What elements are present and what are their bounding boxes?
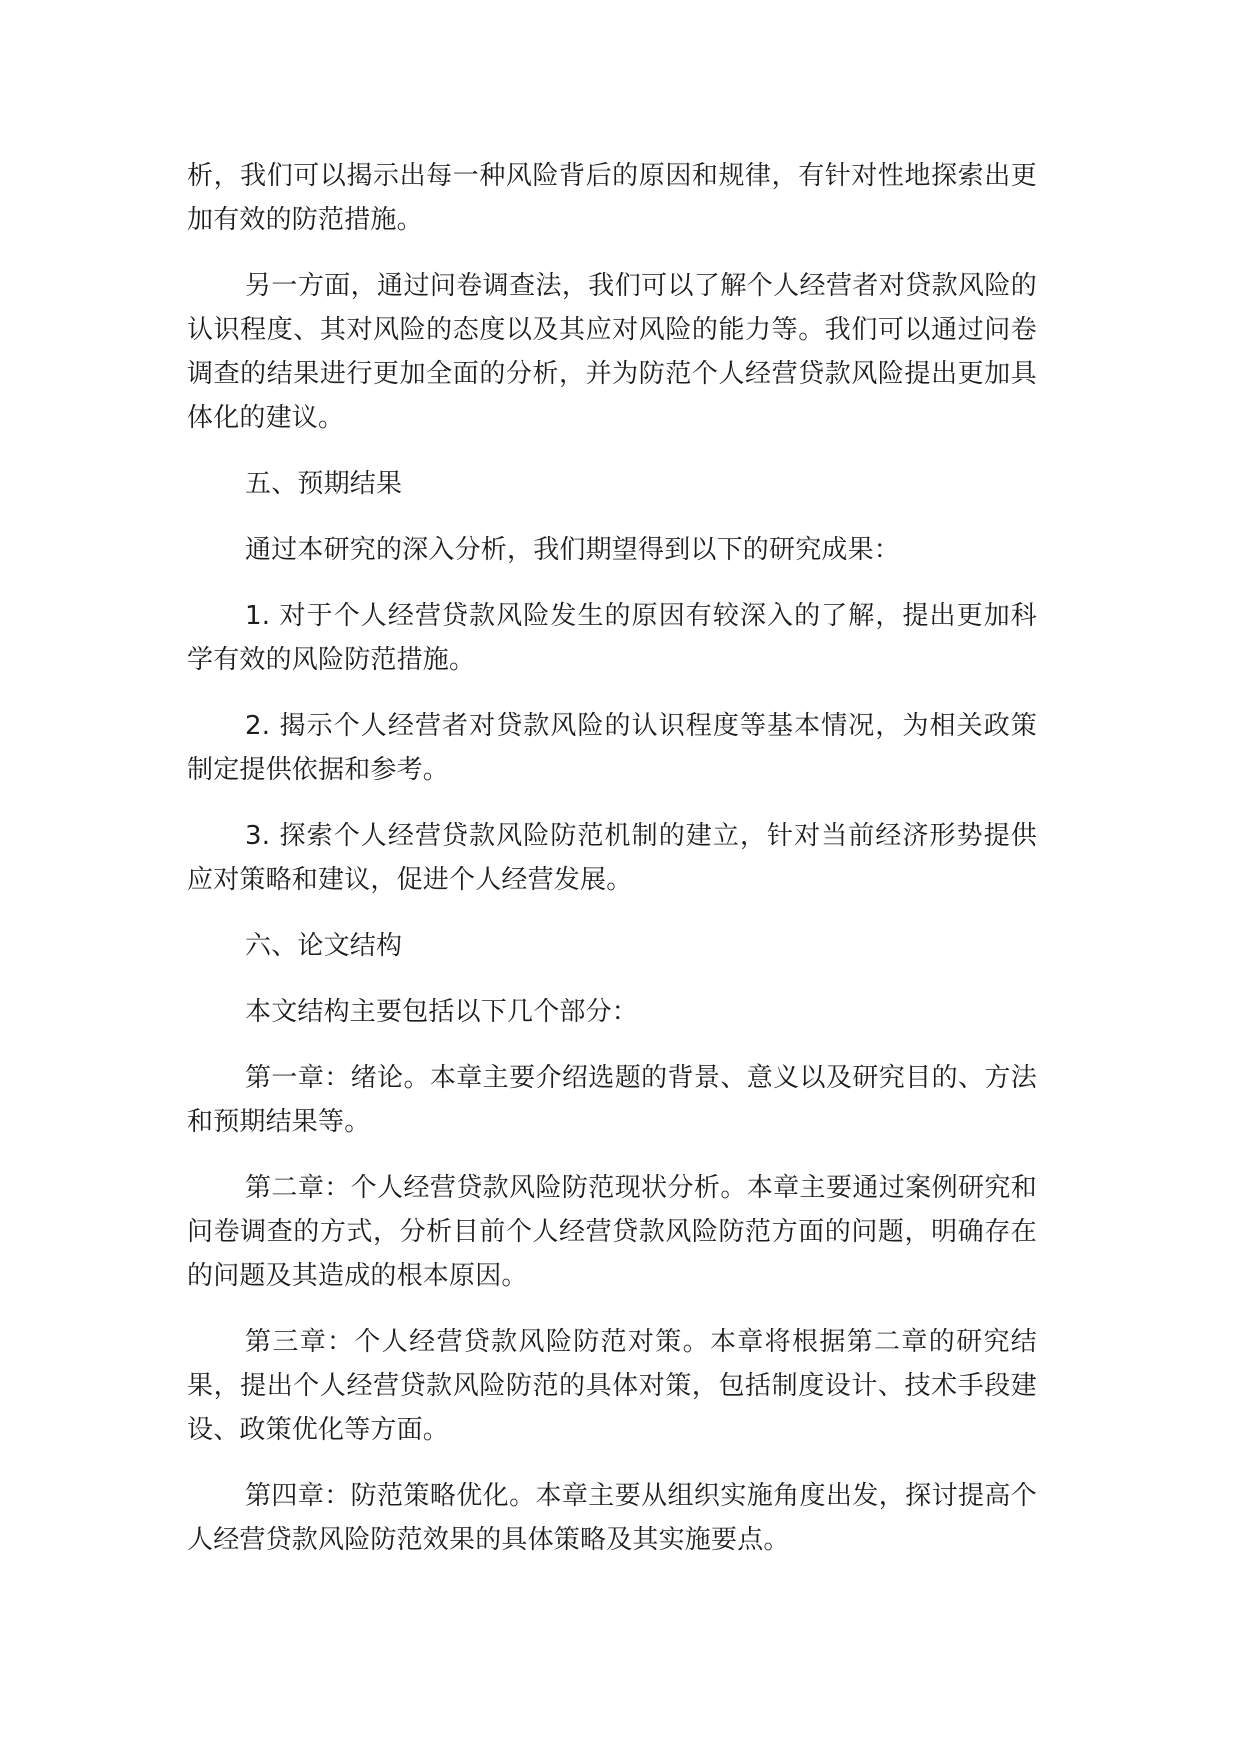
document-body bbox=[187, 154, 1037, 1584]
chapter-3-description: 第三章：个人经营贷款风险防范对策。本章将根据第二章的研究结果，提出个人经营贷款风险防范的具体对策，包括制度设计、技术手段建设、政策优化等方面。 bbox=[187, 1327, 1037, 1445]
section-heading-thesis-structure: 六、论文结构 bbox=[245, 931, 403, 961]
chapter-4-description: 第四章：防范策略优化。本章主要从组织实施角度出发，探讨提高个人经营贷款风险防范效果的具体策略及其实施要点。 bbox=[187, 1481, 1037, 1555]
paragraph-structure-intro: 本文结构主要包括以下几个部分： bbox=[245, 997, 639, 1027]
list-item-result-2: 2. 揭示个人经营者对贷款风险的认识程度等基本情况，为相关政策制定提供依据和参考。 bbox=[187, 711, 1037, 785]
chapter-2-description: 第二章：个人经营贷款风险防范现状分析。本章主要通过案例研究和问卷调查的方式，分析目前个人经营贷款风险防范方面的问题，明确存在的问题及其造成的根本原因。 bbox=[187, 1173, 1037, 1291]
paragraph-questionnaire: 另一方面，通过问卷调查法，我们可以了解个人经营者对贷款风险的认识程度、其对风险的态度以及其应对风险的能力等。我们可以通过问卷调查的结果进行更加全面的分析，并为防范个人经营贷款风险提出更加具体化的建议。 bbox=[187, 271, 1037, 433]
chapter-1-description: 第一章：绪论。本章主要介绍选题的背景、意义以及研究目的、方法和预期结果等。 bbox=[187, 1063, 1037, 1137]
section-heading-expected-results: 五、预期结果 bbox=[245, 469, 403, 499]
paragraph-analysis-continuation: 析，我们可以揭示出每一种风险背后的原因和规律，有针对性地探索出更加有效的防范措施。 bbox=[187, 161, 1037, 235]
paragraph-expected-intro: 通过本研究的深入分析，我们期望得到以下的研究成果： bbox=[245, 535, 901, 565]
list-item-result-1: 1. 对于个人经营贷款风险发生的原因有较深入的了解，提出更加科学有效的风险防范措施。 bbox=[187, 601, 1037, 675]
list-item-result-3: 3. 探索个人经营贷款风险防范机制的建立，针对当前经济形势提供应对策略和建议，促进个人经营发展。 bbox=[187, 821, 1037, 895]
